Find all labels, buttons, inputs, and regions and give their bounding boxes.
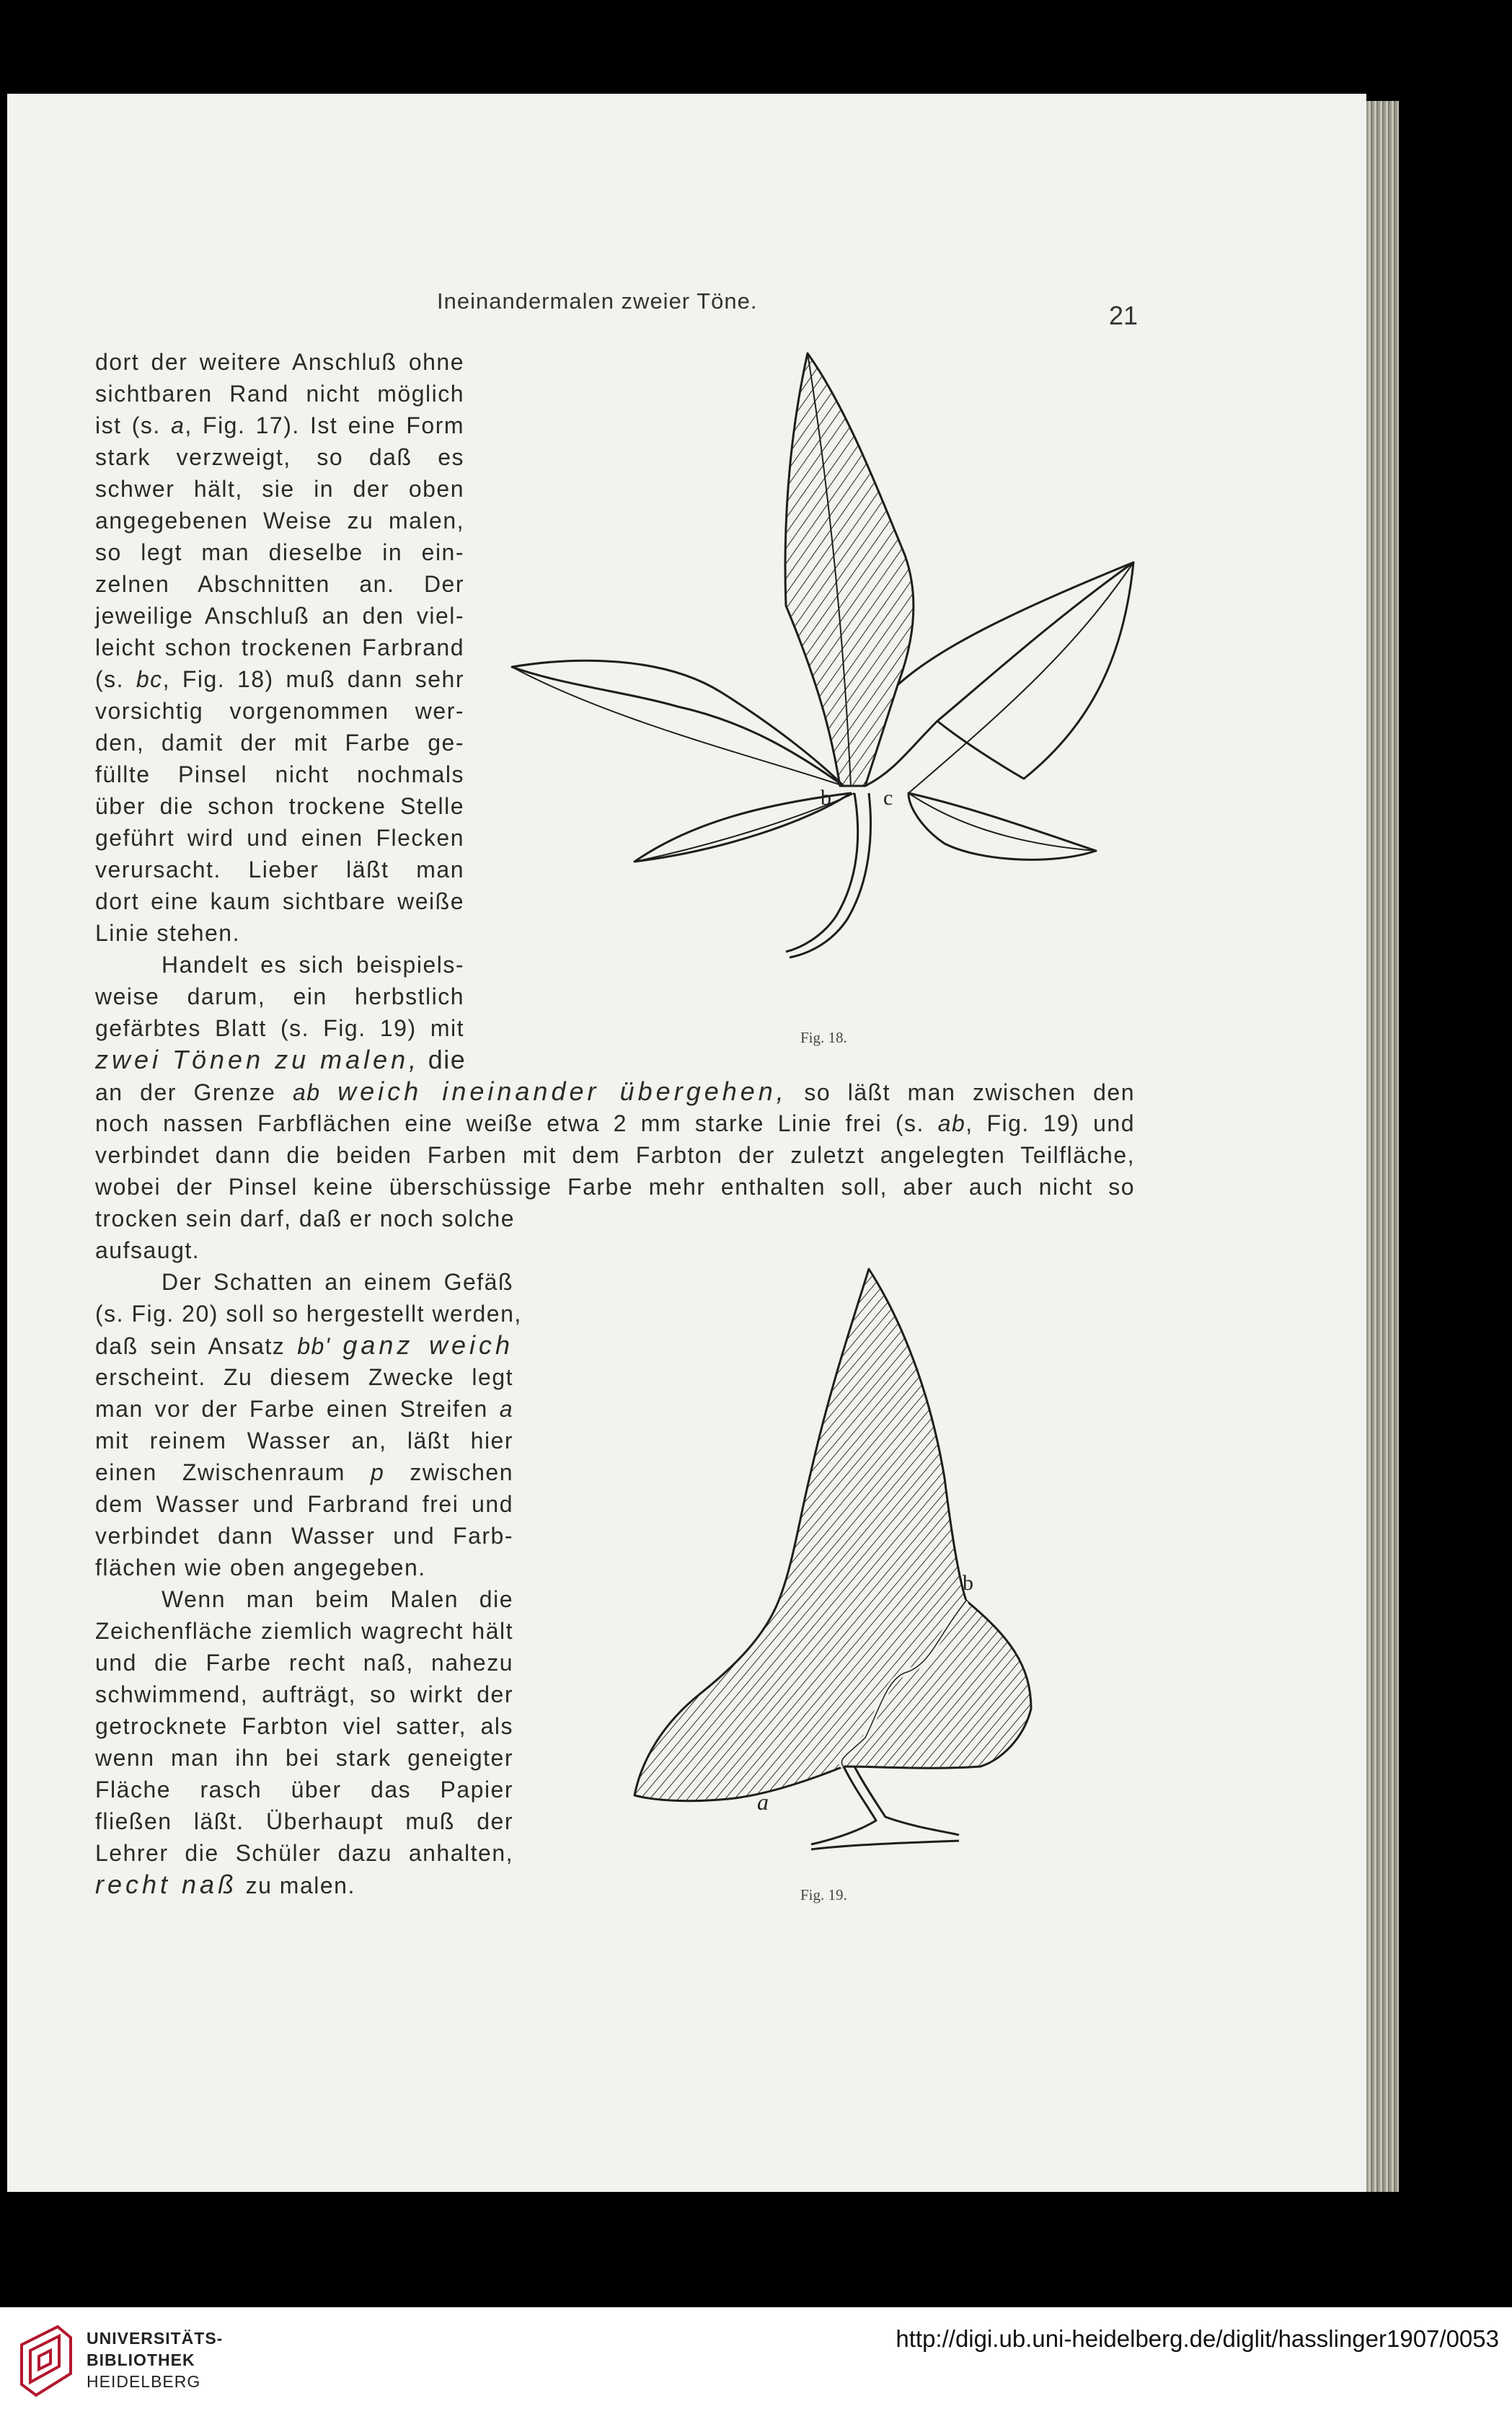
text-line: (s. bc, Fig. 18) muß dann sehr — [95, 666, 465, 692]
text-line: angegebenen Weise zu malen, — [95, 508, 464, 534]
fig19-caption: Fig. 19. — [800, 1886, 847, 1903]
text-line: dort eine kaum sichtbare weiße — [95, 888, 464, 914]
library-name-line3: HEIDELBERG — [87, 2372, 201, 2391]
text-line: noch nassen Farbflächen eine weiße etwa 2 mm starke Linie frei (s. ab, Fig. 19) und — [95, 1110, 1136, 1136]
text-line: zelnen Abschnitten an. Der — [95, 571, 464, 597]
text-line: wenn man ihn bei stark geneigter — [95, 1745, 513, 1771]
text-line: geführt wird und einen Flecken — [95, 825, 464, 851]
library-footer — [0, 2307, 1512, 2419]
text-line: Zeichenfläche ziemlich wagrecht hält — [95, 1618, 513, 1644]
text-line: dort der weitere Anschluß ohne — [95, 349, 464, 375]
text-line: flächen wie oben angegeben. — [95, 1555, 426, 1580]
text-line: (s. Fig. 20) soll so hergestellt werden, — [95, 1301, 522, 1327]
text-line: Der Schatten an einem Gefäß — [162, 1269, 513, 1295]
text-line: füllte Pinsel nicht nochmals — [95, 761, 464, 787]
text-line: trocken sein darf, daß er noch solche — [95, 1206, 515, 1231]
text-line: man vor der Farbe einen Streifen a — [95, 1396, 513, 1422]
text-line: vorsichtig vorgenommen wer- — [95, 698, 464, 724]
text-line: sichtbaren Rand nicht möglich — [95, 381, 464, 407]
text-line: getrocknete Farbton viel satter, als — [95, 1713, 513, 1739]
text-line: verbindet dann die beiden Farben mit dem Farbton der zuletzt angelegten Teilfläche, — [95, 1142, 1135, 1168]
running-head: Ineinandermalen zweier Töne. — [437, 288, 758, 314]
text-line: weise darum, ein herbstlich — [95, 983, 464, 1009]
text-line: Fläche rasch über das Papier — [95, 1777, 513, 1803]
text-line: fließen läßt. Überhaupt muß der — [95, 1808, 513, 1834]
text-line: erscheint. Zu diesem Zwecke legt — [95, 1364, 513, 1390]
text-line: einen Zwischenraum p zwischen — [95, 1459, 513, 1485]
fig18-label-c: c — [883, 786, 893, 810]
text-line: Handelt es sich beispiels- — [162, 952, 464, 978]
library-name-line2: BIBLIOTHEK — [87, 2351, 195, 2369]
text-line: ist (s. a, Fig. 17). Ist eine Form — [95, 412, 465, 438]
page-number: 21 — [1109, 301, 1139, 330]
library-logo-icon — [14, 2323, 75, 2401]
text-line: schwimmend, aufträgt, so wirkt der — [95, 1681, 513, 1707]
source-url-link[interactable]: http://digi.ub.uni-heidelberg.de/diglit/hasslinger1907/0053 — [896, 2325, 1499, 2352]
text-line: den, damit der mit Farbe ge- — [95, 730, 464, 756]
text-line: so legt man dieselbe in ein- — [95, 539, 464, 565]
text-line: recht naß zu malen. — [95, 1870, 355, 1899]
text-line: Wenn man beim Malen die — [162, 1586, 513, 1612]
fig19-label-a: a — [757, 1789, 769, 1815]
text-line: zwei Tönen zu malen, die — [95, 1045, 467, 1074]
text-line: mit reinem Wasser an, läßt hier — [95, 1428, 513, 1454]
page-edge — [1366, 101, 1399, 2192]
leaf-fig19-illustration — [620, 1262, 1053, 1867]
text-line: Lehrer die Schüler dazu anhalten, — [95, 1840, 513, 1866]
text-line: stark verzweigt, so daß es — [95, 444, 464, 470]
text-line: und die Farbe recht naß, nahezu — [95, 1650, 513, 1676]
text-line: Linie stehen. — [95, 920, 240, 946]
library-name-line1: UNIVERSITÄTS- — [87, 2329, 224, 2348]
text-line: über die schon trockene Stelle — [95, 793, 464, 819]
text-line: an der Grenze ab weich ineinander übergehen, so läßt man zwischen den — [95, 1076, 1136, 1106]
text-line: leicht schon trockenen Farbrand — [95, 634, 464, 660]
text-line: daß sein Ansatz bb' ganz weich — [95, 1330, 514, 1360]
text-line: schwer hält, sie in der oben — [95, 476, 464, 502]
text-line: verbindet dann Wasser und Farb- — [95, 1523, 513, 1549]
text-line: aufsaugt. — [95, 1237, 200, 1263]
leaf-fig18-illustration — [505, 346, 1154, 1038]
text-line: wobei der Pinsel keine überschüssige Farbe mehr enthalten soll, aber auch nicht so — [95, 1174, 1135, 1200]
text-line: verursacht. Lieber läßt man — [95, 857, 464, 883]
fig18-label-b: b — [821, 786, 831, 810]
fig19-label-b: b — [963, 1571, 973, 1595]
text-line: gefärbtes Blatt (s. Fig. 19) mit — [95, 1015, 464, 1041]
text-line: jeweilige Anschluß an den viel- — [95, 603, 464, 629]
fig18-caption: Fig. 18. — [800, 1029, 847, 1046]
text-line: dem Wasser und Farbrand frei und — [95, 1491, 513, 1517]
